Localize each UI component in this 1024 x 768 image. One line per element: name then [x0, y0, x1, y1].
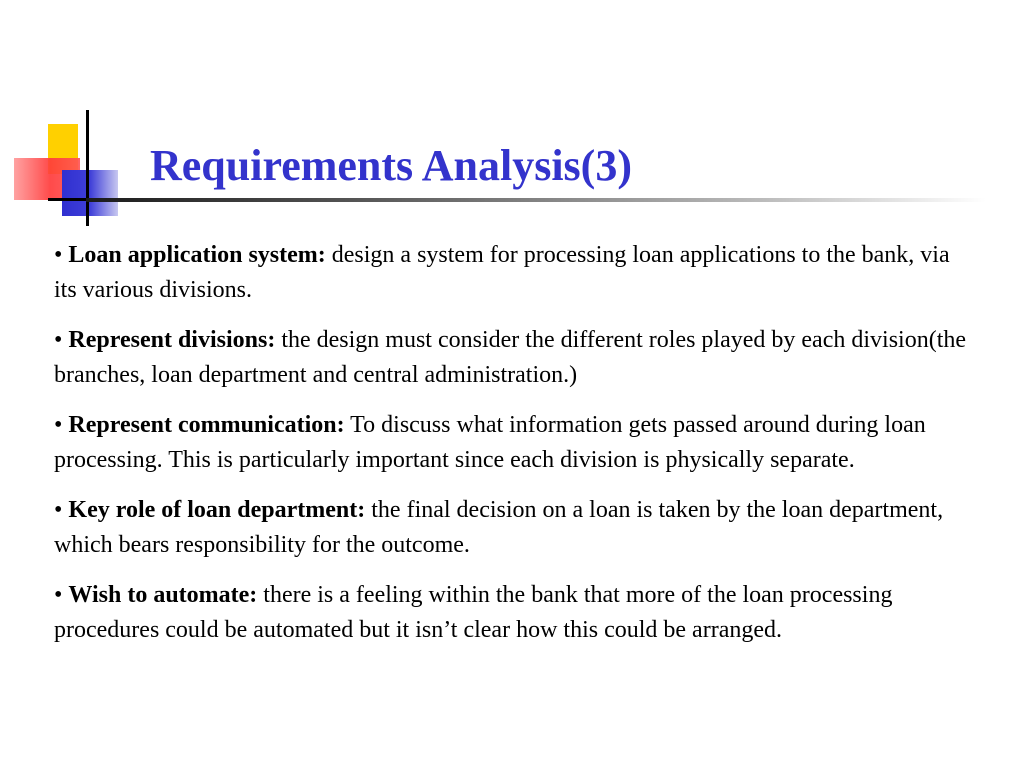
- bullet-text: the final decision on a loan is taken by the loan department, which bears responsibility for the outcome.: [54, 497, 944, 558]
- bullet-item: [54, 493, 974, 563]
- bullet-text: there is a feeling within the bank that more of the loan processing procedures could be automated but it isn’t clear how this could be arranged.: [54, 582, 893, 643]
- page-title: Requirements Analysis(3): [150, 141, 632, 190]
- bullet-item: [54, 323, 974, 393]
- bullet-mark: •: [54, 497, 63, 523]
- bullet-mark: •: [54, 412, 63, 438]
- bullet-item: [54, 408, 974, 478]
- slide-logo-decoration: [0, 0, 160, 240]
- bullet-term: Represent divisions:: [68, 327, 276, 353]
- logo-blue-square: [62, 170, 118, 216]
- title-underline-rule: [86, 198, 986, 202]
- bullet-term: Loan application system:: [68, 242, 326, 268]
- bullet-mark: •: [54, 242, 63, 268]
- slide-content: [54, 238, 974, 663]
- logo-vertical-line: [86, 110, 89, 226]
- bullet-text: design a system for processing loan applications to the bank, via its various divisions.: [54, 242, 950, 303]
- bullet-item: [54, 578, 974, 648]
- bullet-item: [54, 238, 974, 308]
- bullet-mark: •: [54, 327, 63, 353]
- bullet-text: To discuss what information gets passed around during loan processing. This is particularly important since each division is physically separate.: [54, 412, 926, 473]
- bullet-text: the design must consider the different roles played by each division(the branches, loan department and central administration.): [54, 327, 967, 388]
- bullet-term: Represent communication:: [68, 412, 345, 438]
- bullet-mark: •: [54, 582, 63, 608]
- bullet-term: Wish to automate:: [68, 582, 258, 608]
- bullet-term: Key role of loan department:: [68, 497, 366, 523]
